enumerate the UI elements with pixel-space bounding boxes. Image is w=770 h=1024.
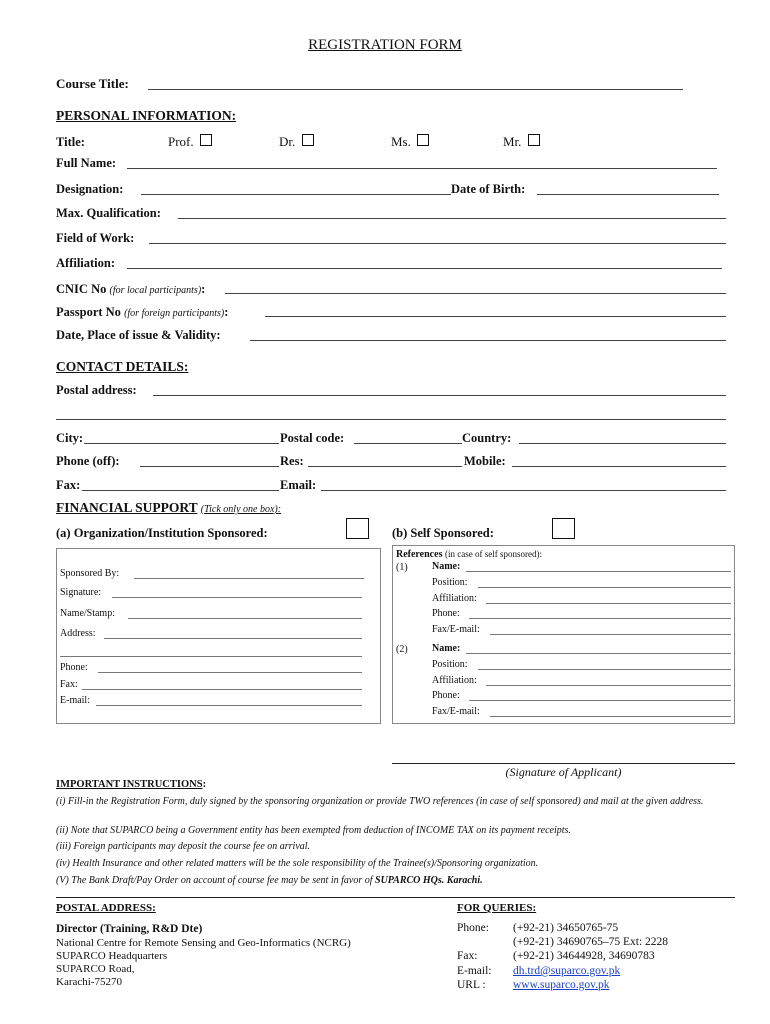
- ref-2-affiliation-field[interactable]: [486, 685, 731, 686]
- field-of-work-label: Field of Work:: [56, 231, 135, 245]
- ref-2-fax-email-field[interactable]: [490, 716, 731, 717]
- queries-phone-2: (+92-21) 34690765–75 Ext: 2228: [513, 936, 669, 948]
- instruction-4: (iv) Health Insurance and other related matters will be the sole responsibility of the Trainee(s)/Sponsoring organization.: [56, 858, 539, 869]
- sponsor-phone-field[interactable]: [98, 672, 362, 673]
- sponsor-email-field[interactable]: [96, 705, 362, 706]
- affiliation-field[interactable]: [127, 268, 722, 269]
- instruction-3: (iii) Foreign participants may deposit the course fee on arrival.: [56, 841, 311, 852]
- country-label: Country:: [462, 431, 512, 445]
- contact-heading: CONTACT DETAILS:: [56, 359, 189, 374]
- postal-line-3: SUPARCO Road,: [56, 963, 135, 975]
- dob-field[interactable]: [537, 194, 719, 195]
- queries-url-link[interactable]: www.suparco.gov.pk: [513, 979, 610, 991]
- postal-address-heading: POSTAL ADDRESS:: [56, 902, 156, 914]
- instruction-5: (V) The Bank Draft/Pay Order on account of course fee may be sent in favor of SUPARCO HQs. Karachi.: [56, 875, 483, 886]
- postal-line-2: SUPARCO Headquarters: [56, 950, 168, 962]
- designation-field[interactable]: [141, 194, 451, 195]
- ref-1-phone-field[interactable]: [469, 618, 731, 619]
- affiliation-label: Affiliation:: [56, 256, 116, 270]
- res-field[interactable]: [308, 466, 462, 467]
- footer-divider: [56, 897, 735, 898]
- applicant-signature-line[interactable]: [392, 763, 735, 764]
- ref-2-fax-email-label: Fax/E-mail:: [432, 706, 480, 717]
- ref-1-position-label: Position:: [432, 577, 468, 588]
- full-name-label: Full Name:: [56, 156, 117, 170]
- city-field[interactable]: [84, 443, 279, 444]
- applicant-signature-label: (Signature of Applicant): [505, 765, 622, 779]
- ref-2-phone-field[interactable]: [469, 700, 731, 701]
- signature-field[interactable]: [112, 597, 362, 598]
- self-sponsored-checkbox[interactable]: [552, 518, 575, 539]
- sponsor-email-label: E-mail:: [60, 695, 90, 706]
- ref-1-phone-label: Phone:: [432, 608, 460, 619]
- instruction-1: (i) Fill-in the Registration Form, duly signed by the sponsoring organization or provide TWO references (in case of self sponsored) and mail at the given address.: [56, 796, 704, 807]
- self-sponsored-label: (b) Self Sponsored:: [392, 526, 494, 540]
- designation-label: Designation:: [56, 182, 124, 196]
- ref-2-name-field[interactable]: [466, 653, 731, 654]
- phone-off-label: Phone (off):: [56, 454, 120, 468]
- queries-email-label: E-mail:: [457, 965, 492, 977]
- postal-code-field[interactable]: [354, 443, 462, 444]
- queries-fax: (+92-21) 34644928, 34690783: [513, 950, 655, 962]
- prof-checkbox[interactable]: [200, 134, 212, 146]
- sponsored-by-label: Sponsored By:: [60, 568, 120, 579]
- postal-director: Director (Training, R&D Dte): [56, 923, 203, 935]
- address-label: Address:: [60, 628, 96, 639]
- ref-1-fax-email-label: Fax/E-mail:: [432, 624, 480, 635]
- postal-address-label: Postal address:: [56, 383, 137, 397]
- org-sponsored-checkbox[interactable]: [346, 518, 369, 539]
- org-sponsored-label: (a) Organization/Institution Sponsored:: [56, 526, 268, 540]
- references-label: References (in case of self sponsored):: [396, 549, 542, 560]
- sponsor-fax-label: Fax:: [60, 679, 78, 690]
- ref-2-phone-label: Phone:: [432, 690, 460, 701]
- dr-checkbox[interactable]: [302, 134, 314, 146]
- sponsor-fax-field[interactable]: [82, 689, 362, 690]
- title-option-ms[interactable]: Ms.: [391, 134, 429, 150]
- ref-1-name-label: Name:: [432, 561, 461, 572]
- sponsored-by-field[interactable]: [134, 578, 364, 579]
- qualification-field[interactable]: [178, 218, 726, 219]
- ref-1-position-field[interactable]: [478, 587, 731, 588]
- country-field[interactable]: [519, 443, 726, 444]
- email-field[interactable]: [321, 490, 726, 491]
- signature-label: Signature:: [60, 587, 102, 598]
- sponsor-phone-label: Phone:: [60, 662, 88, 673]
- instructions-heading: IMPORTANT INSTRUCTIONS:: [56, 779, 207, 790]
- form-title: REGISTRATION FORM: [308, 37, 462, 53]
- postal-line-4: Karachi-75270: [56, 976, 122, 988]
- course-title-field[interactable]: [148, 89, 683, 90]
- address-field[interactable]: [104, 638, 362, 639]
- postal-line-1: National Centre for Remote Sensing and Geo-Informatics (NCRG): [56, 937, 351, 949]
- queries-phone-label: Phone:: [457, 922, 489, 934]
- title-option-dr[interactable]: Dr.: [279, 134, 314, 150]
- personal-info-heading: PERSONAL INFORMATION:: [56, 108, 237, 123]
- queries-url-label: URL :: [457, 979, 486, 991]
- title-label: Title:: [56, 135, 85, 149]
- title-option-mr[interactable]: Mr.: [503, 134, 540, 150]
- passport-field[interactable]: [265, 316, 726, 317]
- date-place-field[interactable]: [250, 340, 726, 341]
- city-label: City:: [56, 431, 84, 445]
- address-field-2[interactable]: [60, 656, 362, 657]
- instruction-2: (ii) Note that SUPARCO being a Government entity has been exempted from deduction of INCOME TAX on its payment receipts.: [56, 825, 571, 836]
- field-of-work-field[interactable]: [149, 243, 726, 244]
- passport-label: Passport No (for foreign participants):: [56, 305, 229, 319]
- mobile-field[interactable]: [512, 466, 726, 467]
- ref-2-name-label: Name:: [432, 643, 461, 654]
- ref-1-number: (1): [396, 562, 408, 573]
- fax-field[interactable]: [82, 490, 279, 491]
- ms-checkbox[interactable]: [417, 134, 429, 146]
- ref-1-affiliation-label: Affiliation:: [432, 593, 477, 604]
- postal-address-field-2[interactable]: [56, 419, 726, 420]
- mobile-label: Mobile:: [464, 454, 506, 468]
- date-place-label: Date, Place of issue & Validity:: [56, 328, 221, 342]
- ref-2-position-label: Position:: [432, 659, 468, 670]
- postal-address-field[interactable]: [153, 395, 726, 396]
- ref-1-name-field[interactable]: [466, 571, 731, 572]
- dob-label: Date of Birth:: [451, 182, 526, 196]
- res-label: Res:: [280, 454, 304, 468]
- ref-2-position-field[interactable]: [478, 669, 731, 670]
- ref-2-affiliation-label: Affiliation:: [432, 675, 477, 686]
- email-label: Email:: [280, 478, 317, 492]
- financial-heading: FINANCIAL SUPPORT (Tick only one box):: [56, 500, 282, 515]
- title-option-prof[interactable]: Prof.: [168, 134, 212, 150]
- fax-label: Fax:: [56, 478, 81, 492]
- queries-phone-1: (+92-21) 34650765-75: [513, 922, 619, 934]
- name-stamp-label: Name/Stamp:: [60, 608, 115, 619]
- queries-email-link[interactable]: dh.trd@suparco.gov.pk: [513, 965, 621, 977]
- course-title-label: Course Title:: [56, 76, 129, 91]
- ref-2-number: (2): [396, 644, 408, 655]
- full-name-field[interactable]: [127, 168, 717, 169]
- name-stamp-field[interactable]: [128, 618, 362, 619]
- queries-fax-label: Fax:: [457, 950, 478, 962]
- qualification-label: Max. Qualification:: [56, 206, 161, 220]
- ref-1-affiliation-field[interactable]: [486, 603, 731, 604]
- mr-checkbox[interactable]: [528, 134, 540, 146]
- queries-heading: FOR QUERIES:: [457, 902, 537, 914]
- phone-off-field[interactable]: [140, 466, 279, 467]
- cnic-field[interactable]: [225, 293, 726, 294]
- postal-code-label: Postal code:: [280, 431, 345, 445]
- cnic-label: CNIC No (for local participants):: [56, 282, 206, 296]
- ref-1-fax-email-field[interactable]: [490, 634, 731, 635]
